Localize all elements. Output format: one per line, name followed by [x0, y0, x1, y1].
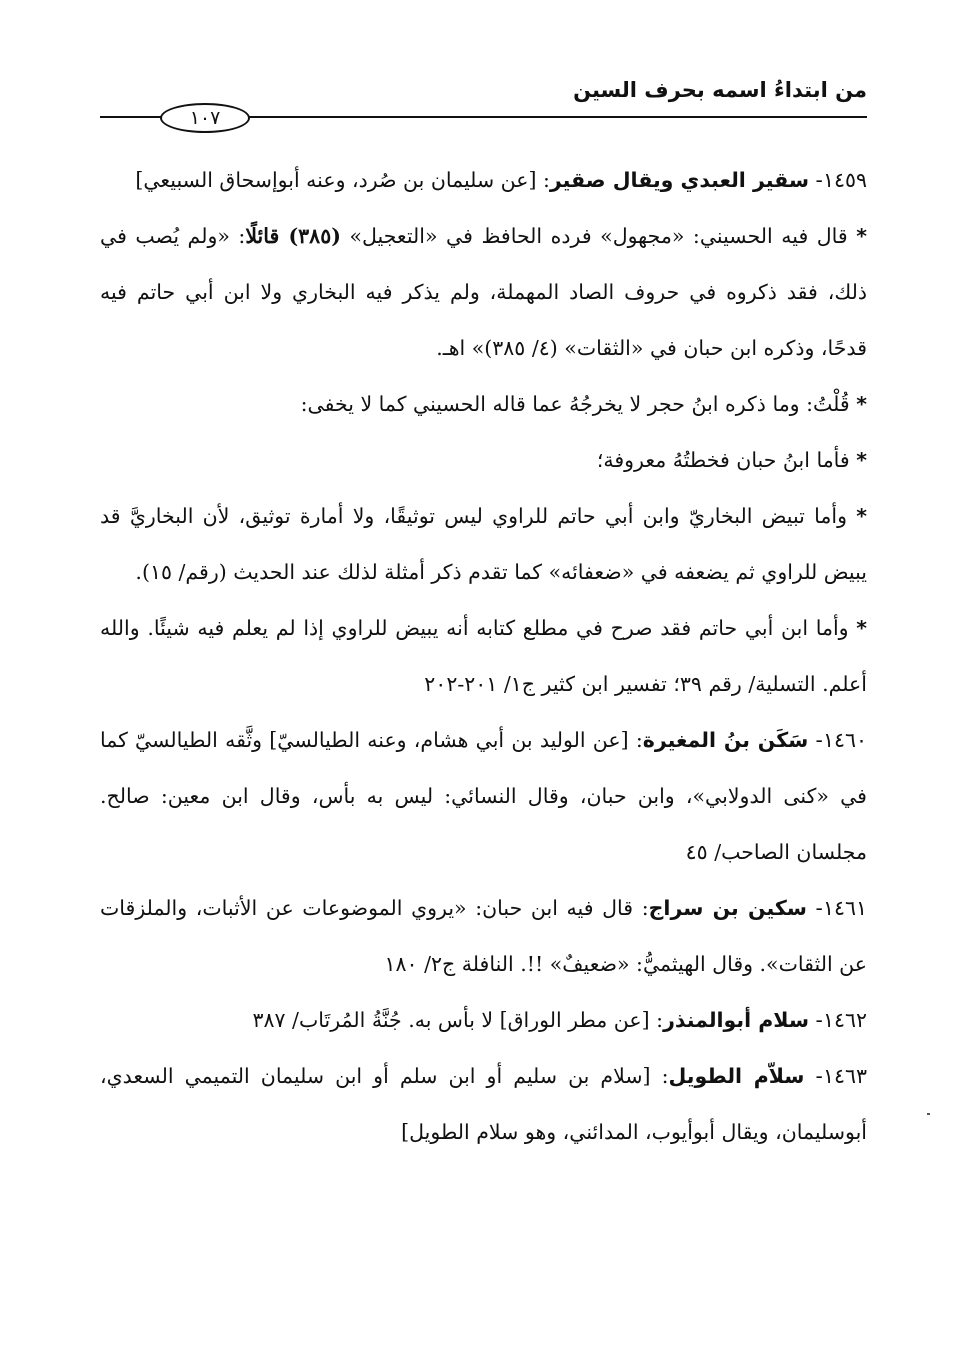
entry-text: : [عن سليمان بن صُرد، وعنه أبوإسحاق السبيعي]: [135, 168, 550, 192]
page-body: [100, 152, 867, 1160]
narrator-name: سلاّم الطويل: [668, 1064, 805, 1088]
comment-bold-text: (٣٨٥) قائلًا: [245, 224, 341, 248]
asterisk-marker: *: [856, 224, 867, 248]
comment-paragraph: [100, 208, 867, 376]
narrator-name: سَكَن بنُ المغيرة: [642, 728, 809, 752]
asterisk-marker: *: [856, 392, 867, 416]
entry-text: : قال فيه ابن حبان: «يروي الموضوعات عن الأثبات، والملزقات عن الثقات». وقال الهيثميُّ: «ضعيفٌ» !!. النافلة ج٢/ ١٨٠: [100, 896, 867, 976]
entry-number: ١٤٦٣-: [815, 1064, 867, 1088]
entry-text: : [سلام بن سليم أو ابن سلم أو ابن سليمان التميمي السعدي، أبوسليمان، ويقال أبوأيوب، المدائني، وهو سلام الطويل]: [100, 1064, 867, 1144]
running-header-title: من ابتداءُ اسمه بحرف السين: [573, 78, 867, 102]
entry-text: : [عن مطر الوراق] لا بأس به. جُنَّةُ المُرتَاب/ ٣٨٧: [252, 1008, 664, 1032]
entry-number: ١٤٥٩-: [815, 168, 867, 192]
comment-paragraph: [100, 600, 867, 712]
narrator-name: سقير العبدي ويقال صقير: [549, 168, 810, 192]
scan-speck: [927, 1113, 930, 1115]
entry-number: ١٤٦٢-: [815, 1008, 867, 1032]
page-number: ١٠٧: [160, 103, 250, 133]
entry-number: ١٤٦٠-: [815, 728, 867, 752]
comment-text: قال فيه الحسيني: «مجهول» فرده الحافظ في «التعجيل»: [340, 224, 848, 248]
comment-paragraph: [100, 432, 867, 488]
entry-number: ١٤٦١-: [815, 896, 867, 920]
comment-text: فأما ابنُ حبان فخطتُهُ معروفة؛: [596, 448, 850, 472]
comment-paragraph: [100, 488, 867, 600]
comment-text: : «ولم يُصب في ذلك، فقد ذكروه في حروف الصاد المهملة، ولم يذكر فيه البخاري ولا ابن أبي حاتم فيه قدحًا، وذكره ابن حبان في «الثقات» (٤/ ٣٨٥)» اهـ.: [100, 224, 867, 360]
entry-text: : [عن الوليد بن أبي هشام، وعنه الطيالسيّ] وثَّقه الطيالسيّ كما في «كنى الدولابي»، وابن حبان، وقال النسائي: ليس به بأس، وقال ابن معين: صالح. مجلسان الصاحب/ ٤٥: [100, 728, 867, 864]
comment-text: وأما تبيض البخاريّ وابن أبي حاتم للراوي ليس توثيقًا، ولا أمارة توثيق، لأن البخاريَّ قد يبيض للراوي ثم يضعفه في «ضعفائه» كما تقدم ذكر أمثلة لذلك عند الحديث (رقم/ ١٥).: [100, 504, 867, 584]
narrator-name: سلام أبوالمنذر: [663, 1008, 810, 1032]
comment-text: وأما ابن أبي حاتم فقد صرح في مطلع كتابه أنه يبيض للراوي إذا لم يعلم فيه شيئًا. والله أعلم. التسلية/ رقم ٣٩؛ تفسير ابن كثير ج١/ ٢٠١-٢٠٢: [100, 616, 867, 696]
entry-1459: [100, 152, 867, 208]
asterisk-marker: *: [856, 616, 867, 640]
entry-1463: [100, 1048, 867, 1160]
entry-1460: [100, 712, 867, 880]
comment-text: قُلْتُ: وما ذكره ابنُ حجر لا يخرجُهُ عما قاله الحسيني كما لا يخفى:: [300, 392, 850, 416]
comment-paragraph: [100, 376, 867, 432]
asterisk-marker: *: [856, 504, 867, 528]
asterisk-marker: *: [856, 448, 867, 472]
entry-1461: [100, 880, 867, 992]
narrator-name: سكين بن سراج: [648, 896, 807, 920]
entry-1462: [100, 992, 867, 1048]
